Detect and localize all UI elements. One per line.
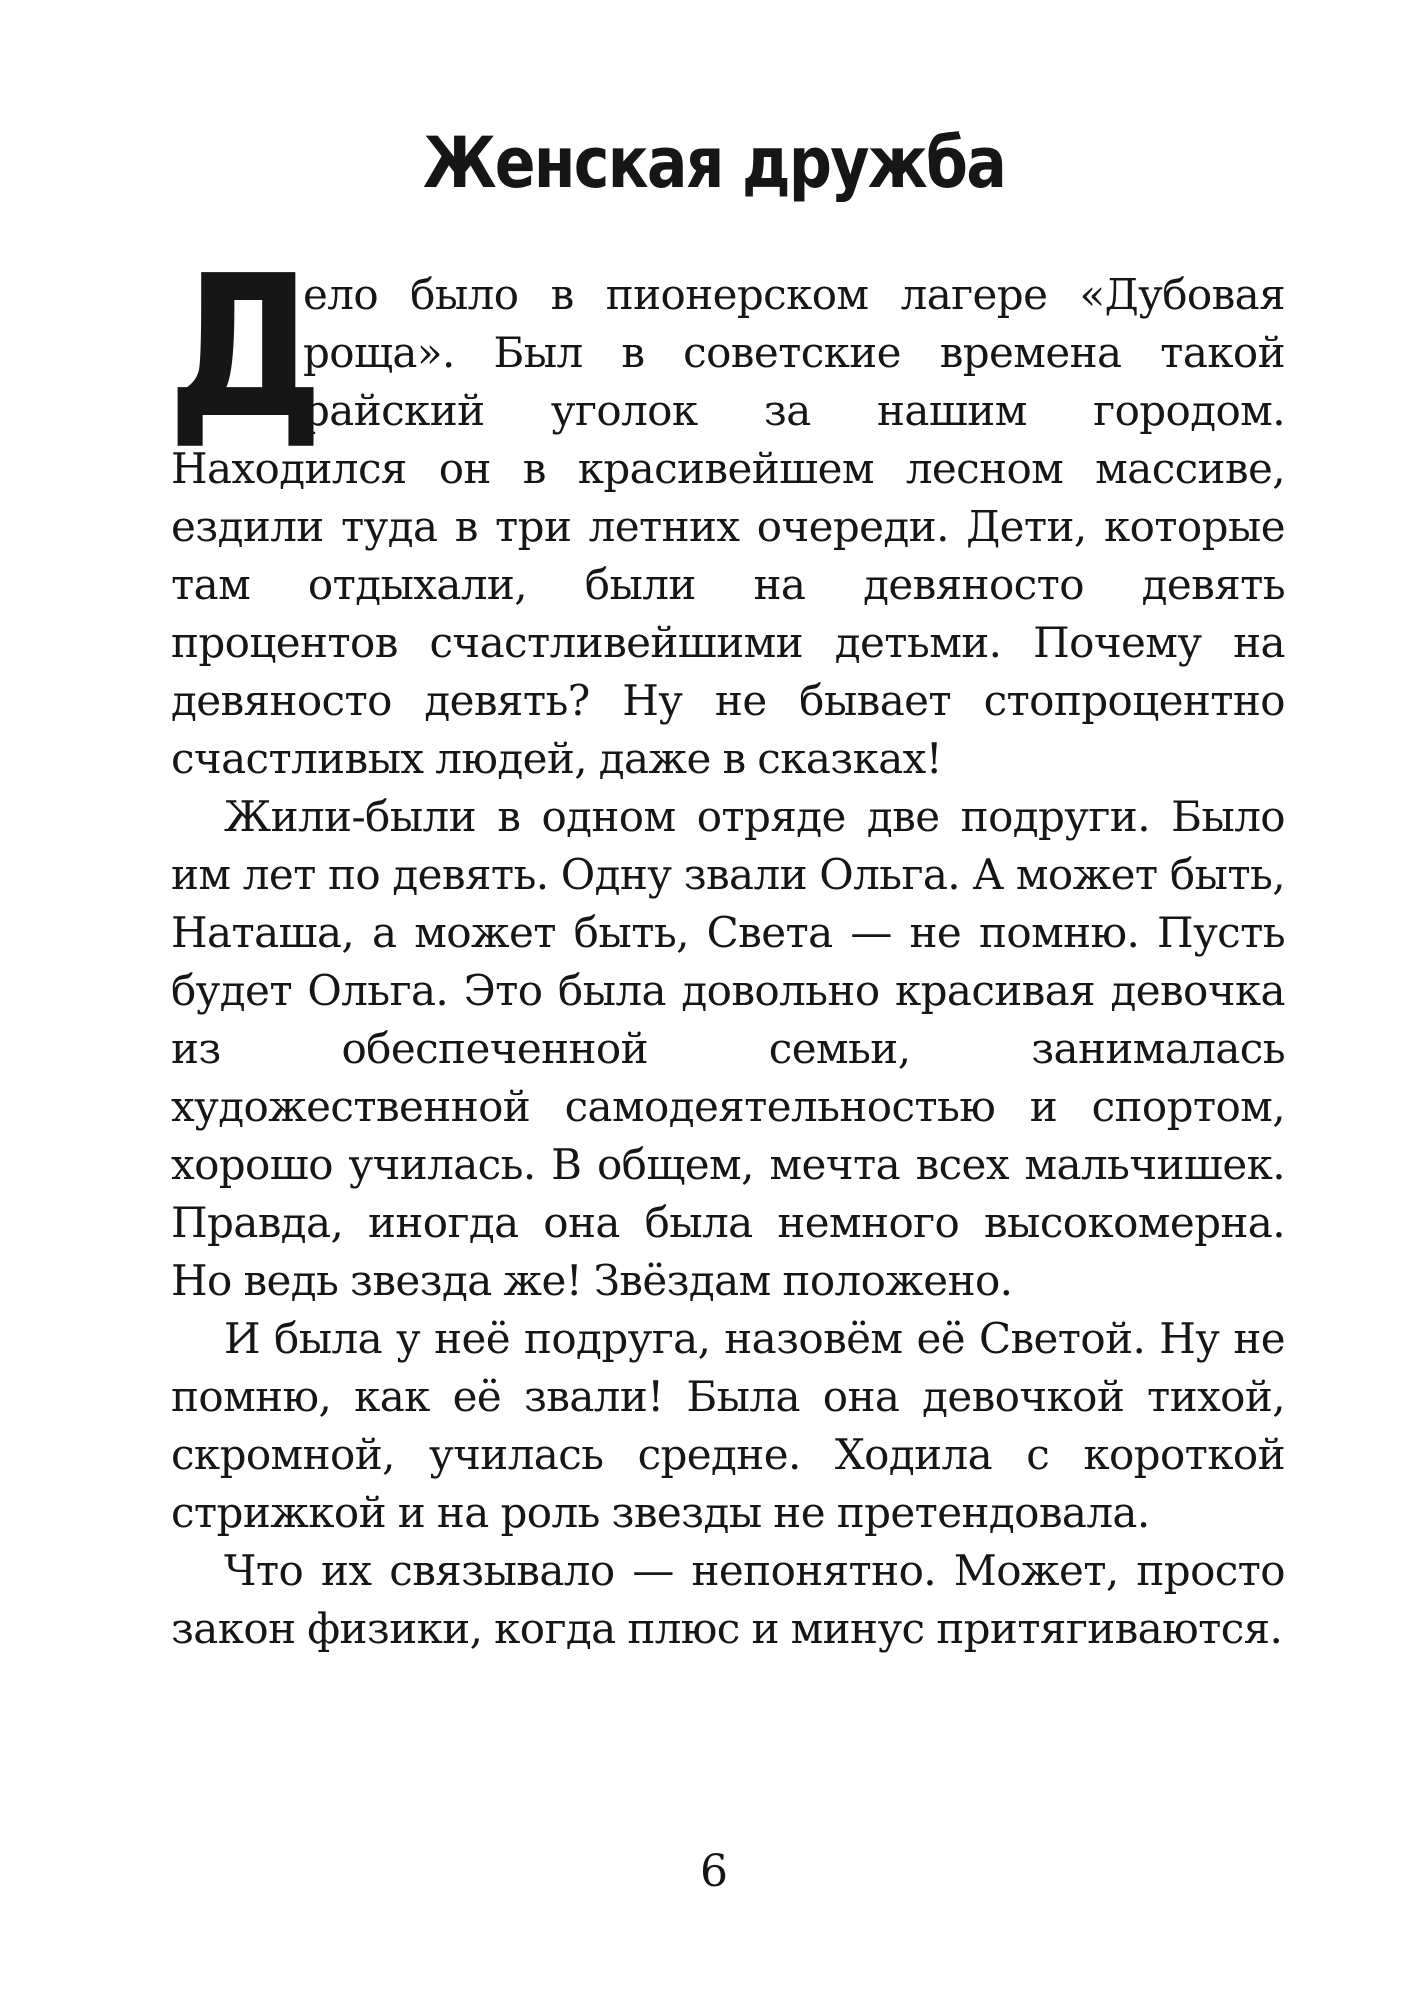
paragraph-2: Жили-были в одном отряде две подруги. Было им лет по девять. Одну звали Ольга. А может быть, Наташа, а может быть, Света — не помню. Пусть будет Ольга. Это была довольно красивая девочка из обеспеченной семьи, занималась художественной самодеятельностью и спортом, хорошо училась. В общем, мечта всех мальчишек. Правда, иногда она была немного высокомерна. Но ведь звезда же! Звёздам положено. (171, 792, 1285, 1305)
chapter-title: Женская дружба (422, 122, 1006, 204)
paragraph-3: И была у неё подруга, назовём её Светой. Ну не помню, как её звали! Была она девочкой тихой, скромной, училась средне. Ходила с короткой стрижкой и на роль звезды не претендовала. (171, 1314, 1285, 1537)
drop-cap: Д (167, 234, 324, 462)
chapter-body (167, 234, 1285, 1658)
paragraph-1 (167, 234, 1285, 788)
paragraph-1-text: ело было в пионерском лагере «Дубовая роща». Был в советские времена такой райский уголок за нашим городом. Находился он в красивейшем лесном массиве, ездили туда в три летних очереди. Дети, которые там отдыхали, были на девяносто девять процентов счастливейшими детьми. Почему на девяносто девять? Ну не бывает стопроцентно счастливых людей, даже в сказках! (171, 270, 1285, 783)
page-number: 6 (700, 1846, 728, 1897)
paragraph-4: Что их связывало — непонятно. Может, просто закон физики, когда плюс и минус притягиваются. (171, 1546, 1285, 1653)
